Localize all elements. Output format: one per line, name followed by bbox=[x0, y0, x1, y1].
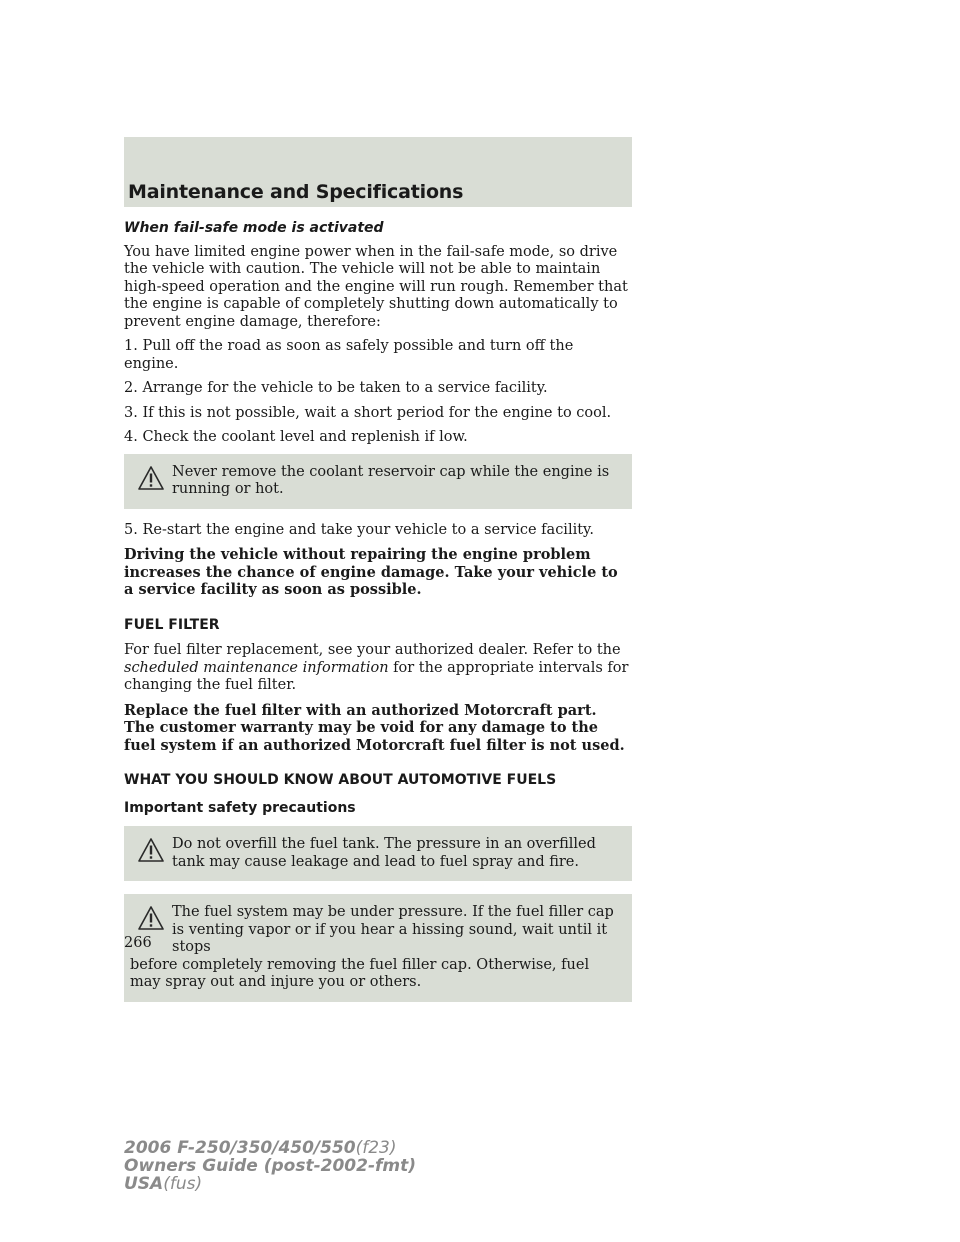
failsafe-intro: You have limited engine power when in the fail-safe mode, so drive the vehicle with caution. The vehicle will not be able to maintain high-speed operation and the engine will run rough. Remember that the engine is capable of completely shutting down automatically to prevent engine damage, therefore: bbox=[124, 243, 628, 330]
footer-market-code: (fus) bbox=[163, 1174, 203, 1194]
fuel-filter-text-start: For fuel filter replacement, see your authorized dealer. Refer to the bbox=[124, 642, 621, 658]
pressure-warning-text-rest: before completely removing the fuel filler cap. Otherwise, fuel may spray out and injure you or others. bbox=[130, 956, 590, 990]
pressure-warning-text-first: The fuel system may be under pressure. If the fuel filler cap is venting vapor or if you hear a hissing sound, wait until it stops bbox=[172, 904, 614, 955]
footer-line-2: Owners Guide (post-2002-fmt) bbox=[124, 1156, 417, 1176]
fuel-filter-text-end: for the appropriate intervals for changing the fuel filter. bbox=[124, 659, 629, 693]
fuel-filter-heading: FUEL FILTER bbox=[124, 616, 220, 633]
warning-triangle-icon bbox=[138, 838, 164, 862]
fuel-filter-text bbox=[124, 642, 632, 695]
coolant-warning-text: Never remove the coolant reservoir cap while the engine is running or hot. bbox=[172, 463, 610, 497]
footer-line-3 bbox=[124, 1175, 416, 1193]
failsafe-heading: When fail-safe mode is activated bbox=[124, 220, 384, 236]
automotive-fuels-heading: WHAT YOU SHOULD KNOW ABOUT AUTOMOTIVE FUELS bbox=[124, 772, 557, 788]
page-content bbox=[124, 220, 632, 1015]
document-footer bbox=[124, 1139, 416, 1193]
step-4: 4. Check the coolant level and replenish if low. bbox=[124, 429, 468, 445]
step-2: 2. Arrange for the vehicle to be taken to a service facility. bbox=[124, 380, 548, 396]
footer-market: USA bbox=[124, 1174, 164, 1194]
warning-triangle-icon bbox=[138, 466, 164, 490]
step-3: 3. If this is not possible, wait a short period for the engine to cool. bbox=[124, 404, 612, 421]
warning-triangle-icon bbox=[138, 906, 164, 930]
failsafe-bold-note: Driving the vehicle without repairing the engine problem increases the chance of engine damage. Take your vehicle to a service facility as soon as possible. bbox=[124, 546, 618, 598]
footer-model-code: (f23) bbox=[355, 1138, 397, 1158]
step-5: 5. Re-start the engine and take your vehicle to a service facility. bbox=[124, 521, 594, 538]
footer-line-1 bbox=[124, 1139, 416, 1157]
safety-precautions-heading: Important safety precautions bbox=[124, 799, 356, 816]
step-1: 1. Pull off the road as soon as safely possible and turn off the engine. bbox=[124, 338, 574, 372]
overfill-warning bbox=[124, 826, 632, 881]
footer-model: 2006 F-250/350/450/550 bbox=[124, 1138, 356, 1158]
fuel-filter-bold-note: Replace the fuel filter with an authorized Motorcraft part. The customer warranty may be void for any damage to the fuel system if an authorized Motorcraft fuel filter is not used. bbox=[124, 701, 625, 754]
pressure-warning bbox=[124, 894, 632, 1002]
section-header bbox=[124, 137, 632, 207]
coolant-warning bbox=[124, 454, 632, 509]
scheduled-maintenance-reference: scheduled maintenance information bbox=[124, 659, 389, 676]
section-title: Maintenance and Specifications bbox=[128, 181, 464, 203]
overfill-warning-text: Do not overfill the fuel tank. The pressure in an overfilled tank may cause leakage and lead to fuel spray and fire. bbox=[172, 836, 596, 870]
page-number: 266 bbox=[124, 935, 152, 951]
